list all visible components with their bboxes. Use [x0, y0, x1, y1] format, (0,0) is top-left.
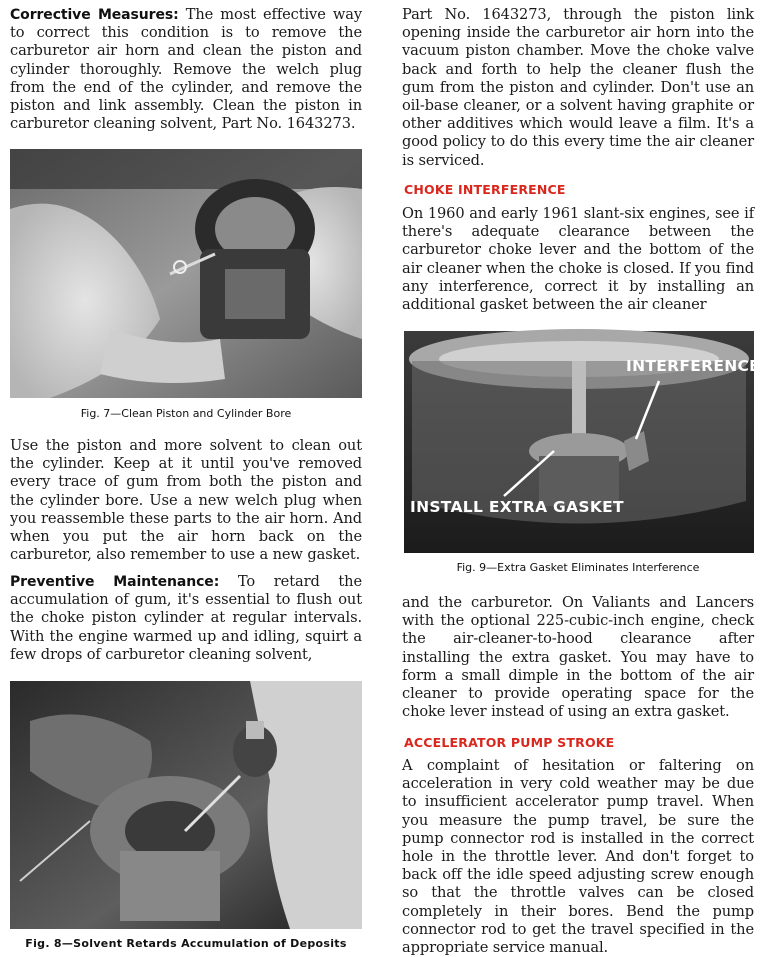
fig8-photo: [10, 681, 362, 929]
fig9-label-interference: INTERFERENCE?: [626, 357, 769, 375]
corrective-measures-lead: Corrective Measures:: [10, 7, 179, 23]
clean-cylinder-paragraph: Use the piston and more solvent to clean out the cylinder. Keep at it until you've removed every trace of gum from both the piston and the cylinder bore. Use a new welch plug when you reassemble these parts to the air horn. And when you put the air horn back on the carburetor, also remember to use a new gasket.: [10, 437, 362, 564]
left-column: [10, 0, 362, 950]
accelerator-pump-heading: ACCELERATOR PUMP STROKE: [404, 735, 615, 750]
flush-instructions-paragraph: Part No. 1643273, through the piston link opening inside the carburetor air horn into the vacuum piston chamber. Move the choke valve back and forth to help the cleaner flush the gum from the piston and cylinder. Don't use an oil-base cleaner, or a solvent having graphite or other additives which would leave a film. It's a good policy to do this every time the air cleaner is serviced.: [402, 6, 754, 169]
right-column: [402, 0, 769, 957]
fig9-caption: Fig. 9—Extra Gasket Eliminates Interference: [456, 561, 700, 574]
fig9-label-gasket: INSTALL EXTRA GASKET: [410, 498, 624, 516]
choke-interference-heading: CHOKE INTERFERENCE: [404, 182, 566, 197]
fig9-photo: [404, 331, 769, 553]
fig7-photo: [10, 149, 362, 398]
accelerator-pump-paragraph: A complaint of hesitation or faltering on acceleration in very cold weather may be due to insufficient accelerator pump travel. When you measure the pump travel, be sure the pump connector rod is installed in the correct hole in the throttle lever. And don't forget to back off the idle speed adjusting screw enough so that the throttle valves can be closed completely in their bores. Bend the pump connector rod to get the travel specified in the appropriate service manual.: [402, 757, 754, 957]
fig7-caption: Fig. 7—Clean Piston and Cylinder Bore: [80, 407, 292, 420]
corrective-measures-text: The most effective way to correct this condition is to remove the carburetor air horn and clean the piston and cylinder thoroughly. Remove the welch plug from the end of the cylinder, and remove the piston and link assembly. Clean the piston in carburetor cleaning solvent, Part No. 1643273.: [10, 6, 362, 133]
valiant-lancer-paragraph: and the carburetor. On Valiants and Lancers with the optional 225-cubic-inch engine, check the air-cleaner-to-hood clearance after installing the extra gasket. You may have to form a small dimple in the bottom of the air cleaner to provide operating space for the choke lever instead of using an extra gasket.: [402, 594, 754, 721]
choke-interference-paragraph: On 1960 and early 1961 slant-six engines, see if there's adequate clearance between the carburetor choke lever and the bottom of the air cleaner when the choke is closed. If you find any interference, correct it by installing an additional gasket between the air cleaner: [402, 205, 754, 314]
fig8-caption: Fig. 8—Solvent Retards Accumulation of Deposits: [25, 937, 347, 950]
preventive-maintenance-lead: Preventive Maintenance:: [10, 574, 220, 590]
corrective-measures-paragraph: [10, 6, 362, 133]
preventive-maintenance-text: To retard the accumulation of gum, it's essential to flush out the choke piston cylinder at regular intervals. With the engine warmed up and idling, squirt a few drops of carburetor cleaning solvent,: [10, 573, 362, 663]
preventive-maintenance-paragraph: [10, 573, 362, 664]
